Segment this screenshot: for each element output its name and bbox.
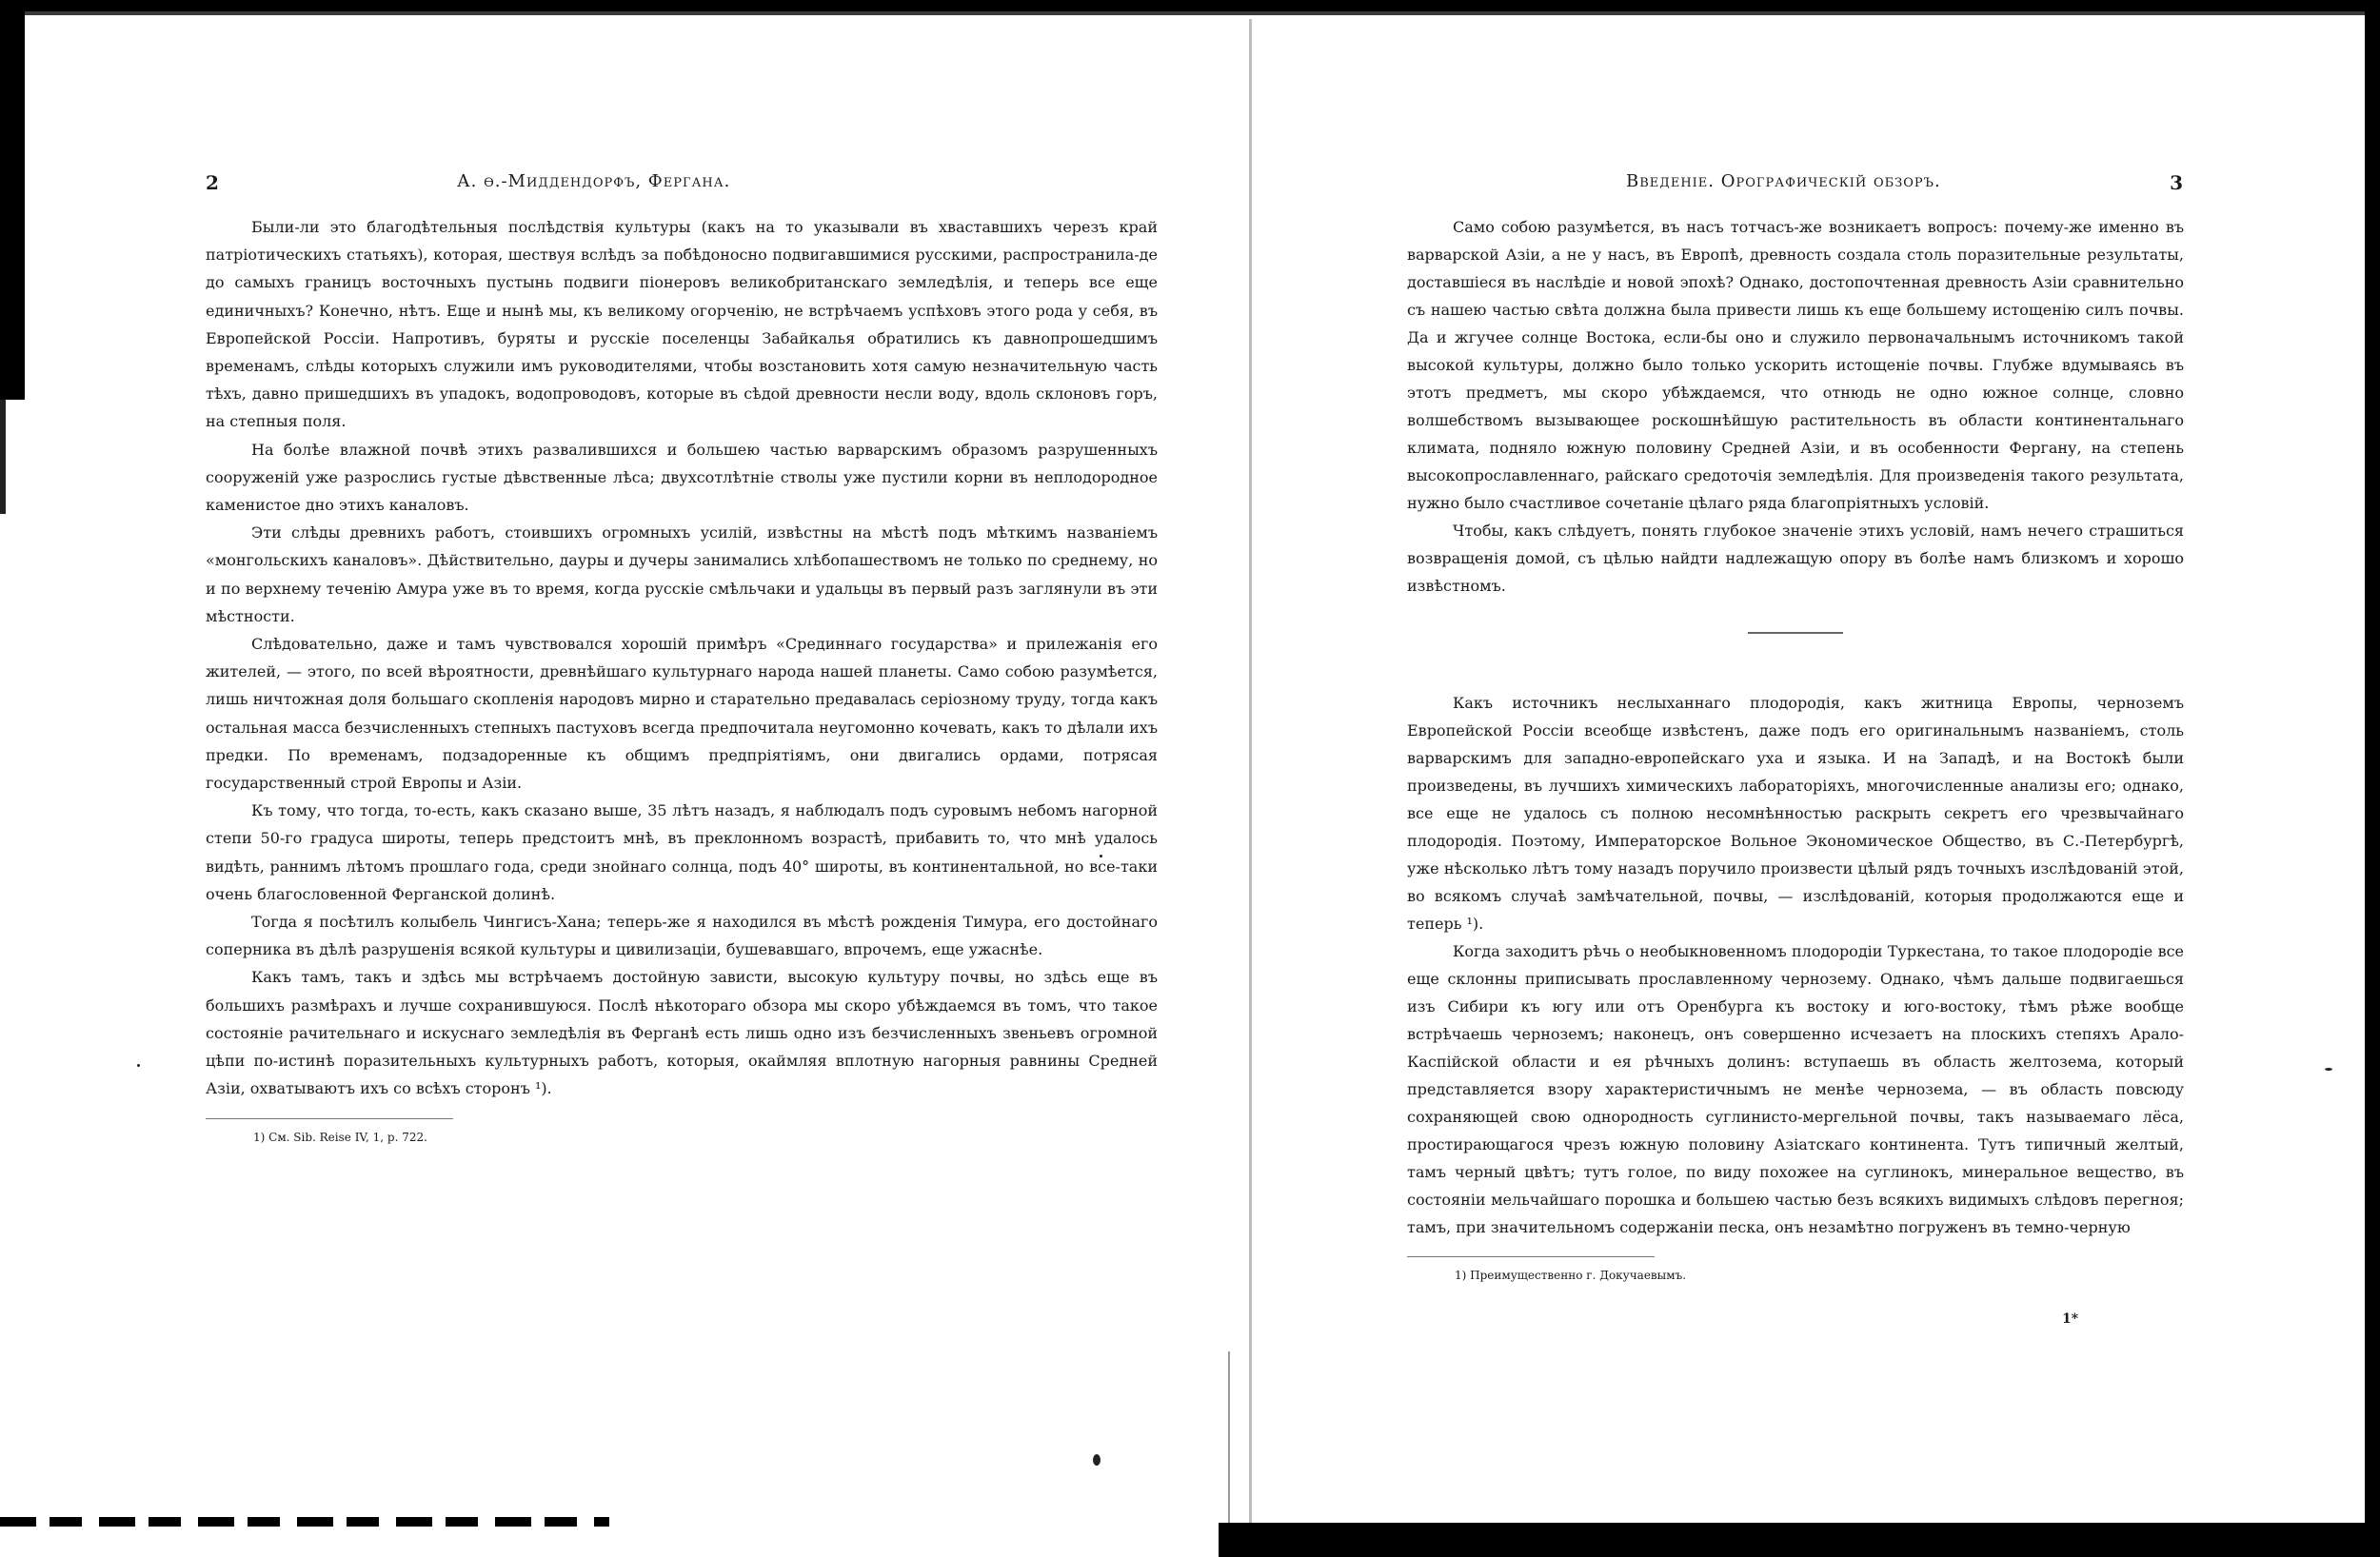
scan-bottom-left-marks <box>0 1517 609 1527</box>
page-number: 3 <box>2170 171 2184 194</box>
running-header <box>1407 171 2184 204</box>
paragraph: Чтобы, какъ слѣдуетъ, понять глубокое значеніе этихъ условій, намъ нечего страшиться возвращенія домой, съ цѣлью найдти надлежащую опору въ болѣе намъ близкомъ и хорошо извѣстномъ. <box>1407 522 2184 595</box>
paragraph: Какъ тамъ, такъ и здѣсь мы встрѣчаемъ достойную зависти, высокую культуру почвы, но здѣсь еще въ большихъ размѣрахъ и лучше сохранившуюся. Послѣ нѣкотораго обзора мы скоро убѣждаемся въ томъ, что такое состояніе рачительнаго и искуснаго земледѣлія въ Ферганѣ есть лишь одно изъ безчисленныхъ звеньевъ огромной цѣпи по-истинѣ поразительныхъ культурныхъ работъ, которыя, окаймляя вплотную нагорныя равнины Средней Азіи, охватываютъ ихъ со всѣхъ сторонъ ¹). <box>206 968 1158 1098</box>
scan-top-shadow <box>0 11 2380 15</box>
scan-left-edge-lower <box>0 400 6 514</box>
footnote-rule <box>1407 1256 1655 1257</box>
body-text-bottom <box>1407 689 2184 1241</box>
footnote: 1) Преимущественно г. Докучаевымъ. <box>1455 1269 1687 1282</box>
paragraph: Были-ли это благодѣтельныя послѣдствія культуры (какъ на то указывали въ хваставшихъ черезъ край патріотическихъ статьяхъ), которая, шествуя вслѣдъ за побѣдоносно подвигавшимися русскими, распространила-де до самыхъ границъ восточныхъ пустынь подвиги піонеровъ великобританскаго земледѣлія, и теперь все еще единичныхъ? Конечно, нѣтъ. Еще и нынѣ мы, къ великому огорченію, не встрѣчаемъ успѣховъ этого рода у себя, въ Европейской Россіи. Напротивъ, буряты и русскіе поселенцы Забайкалья обратились къ давнопрошедшимъ временамъ, слѣды которыхъ служили имъ руководителями, чтобы возстановить хотя самую незначительную часть тѣхъ, давно пришедшихъ въ упадокъ, водопроводовъ, которые въ сѣдой древности несли воду, вдоль склоновъ горъ, на степныя поля. <box>206 218 1158 431</box>
page-number: 2 <box>206 171 220 194</box>
scan-speck <box>137 1064 140 1067</box>
paragraph: На болѣе влажной почвѣ этихъ развалившихся и большею частью варварскимъ образомъ разрушенныхъ сооруженій уже разрослись густые дѣвственные лѣса; двухсотлѣтніе стволы уже пустили корни въ неплодородное каменистое дно этихъ каналовъ. <box>206 440 1158 515</box>
body-text <box>206 213 1158 1103</box>
scan-bottom-edge <box>1219 1523 2380 1557</box>
running-header <box>206 171 1158 204</box>
paragraph: Слѣдовательно, даже и тамъ чувствовался хорошій примѣръ «Срединнаго государства» и прилежанія его жителей, — этого, по всей вѣроятности, древнѣйшаго культурнаго народа нашей планеты. Само собою разумѣется, лишь ничтожная доля большаго скопленія народовъ мирно и старательно предавалась серіозному труду, тогда какъ остальная масса безчисленныхъ степныхъ пастуховъ всегда предпочитала неугомонно кочевать, какъ то дѣлали ихъ предки. По временамъ, подзадоренные къ общимъ предпріятіямъ, они двигались ордами, потрясая государственный строй Европы и Азіи. <box>206 635 1158 793</box>
body-text-top <box>1407 213 2184 600</box>
footnote-rule <box>206 1118 453 1119</box>
signature-mark: 1* <box>2062 1311 2079 1327</box>
scan-speck <box>2325 1068 2332 1071</box>
scan-top-edge <box>0 0 2380 11</box>
book-gutter <box>1249 19 1252 1523</box>
book-gutter-shadow <box>1228 1351 1230 1523</box>
section-divider <box>1748 632 1843 634</box>
scan-right-edge <box>2365 0 2380 1557</box>
right-page <box>1407 171 2184 1284</box>
scan-left-edge <box>0 0 25 400</box>
paragraph: Тогда я посѣтилъ колыбель Чингисъ-Хана; теперь-же я находился въ мѣстѣ рожденія Тимура, его достойнаго соперника въ дѣлѣ разрушенія всякой культуры и цивилизаціи, бушевавшаго, впрочемъ, еще ужаснѣе. <box>206 913 1158 959</box>
paragraph: Какъ источникъ неслыханнаго плодородія, какъ житница Европы, черноземъ Европейской Россіи всеобще извѣстенъ, даже подъ его оригинальнымъ названіемъ, столь варварскимъ для западно-европейскаго уха и языка. И на Западѣ, и на Востокѣ были произведены, въ лучшихъ химическихъ лабораторіяхъ, многочисленные анализы его; однако, все еще не удалось съ полною несомнѣнностью раскрыть секретъ его чрезвычайнаго плодородія. Поэтому, Императорское Вольное Экономическое Общество, въ С.-Петербургѣ, уже нѣсколько лѣтъ тому назадъ поручило произвести цѣлый рядъ точныхъ изслѣдованій этой, во всякомъ случаѣ замѣчательной, почвы, — изслѣдованій, которыя продолжаются еще и теперь ¹). <box>1407 694 2184 933</box>
paragraph: Эти слѣды древнихъ работъ, стоившихъ огромныхъ усилій, извѣстны на мѣстѣ подъ мѣткимъ названіемъ «монгольскихъ каналовъ». Дѣйствительно, дауры и дучеры занимались хлѣбопашествомъ не только по среднему, но и по верхнему теченію Амура уже въ то время, когда русскіе смѣльчаки и удальцы въ первый разъ заглянули въ эти мѣстности. <box>206 523 1158 625</box>
paragraph: Къ тому, что тогда, то-есть, какъ сказано выше, 35 лѣтъ назадъ, я наблюдалъ подъ суровымъ небомъ нагорной степи 50-го градуса широты, теперь предстоитъ мнѣ, въ преклонномъ возрастѣ, прибавить то, что мнѣ удалось видѣть, раннимъ лѣтомъ прошлаго года, среди знойнаго солнца, подъ 40° широты, въ континентальной, но все-таки очень благословенной Ферганской долинѣ. <box>206 801 1158 903</box>
paragraph: Когда заходитъ рѣчь о необыкновенномъ плодородіи Туркестана, то такое плодородіе все еще склонны приписывать прославленному чернозему. Однако, чѣмъ дальше подвигаешься изъ Сибири къ югу или отъ Оренбурга къ востоку и юго-востоку, тѣмъ рѣже вообще встрѣчаешь черноземъ; наконецъ, онъ совершенно исчезаетъ на плоскихъ степяхъ Арало-Каспійской области и ея рѣчныхъ долинъ: вступаешь въ область желтозема, который представляется взору характеристичнымъ не менѣе чернозема, — въ область повсюду сохраняющей свою однородность суглинисто-мергельной почвы, такъ называемаго лёса, простирающагося чрезъ южную половину Азіатскаго континента. Тутъ типичный желтый, тамъ черный цвѣтъ; тутъ голое, по виду похожее на суглинокъ, минеральное вещество, въ состояніи мельчайшаго порошка и большею частью безъ всякихъ видимыхъ слѣдовъ перегноя; тамъ, при значительномъ содержаніи песка, онъ незамѣтно погруженъ въ темно-черную <box>1407 942 2184 1236</box>
running-head-title: Введеніе. Орографическій обзоръ. <box>1626 171 1941 191</box>
paragraph: Само собою разумѣется, въ насъ тотчасъ-же возникаетъ вопросъ: почему-же именно въ варварской Азіи, а не у насъ, въ Европѣ, древность создала столь поразительные результаты, доставшіеся въ наслѣдіе и новой эпохѣ? Однако, достопочтенная древность Азіи сравнительно съ нашею частью свѣта должна была привести лишь къ еще большему истощенію силъ почвы. Да и жгучее солнце Востока, если-бы оно и служило первоначальнымъ источникомъ такой высокой культуры, должно было только ускорить истощеніе почвы. Глубже вдумываясь въ этотъ предметъ, мы скоро убѣждаемся, что отнюдь не одно южное солнце, словно волшебствомъ вызывающее роскошнѣйшую растительность въ области континентальнаго климата, подняло южную половину Средней Азіи, и въ особенности Фергану, на степень высокопрославленнаго, райскаго средоточія земледѣлія. Для произведенія такого результата, нужно было счастливое сочетаніе цѣлаго ряда благопріятныхъ условій. <box>1407 218 2184 512</box>
footnote: 1) См. Sib. Reise IV, 1, p. 722. <box>253 1130 427 1144</box>
running-head-title: А. ѳ.-Миддендорфъ, Фергана. <box>457 171 731 191</box>
left-page <box>206 171 1158 1146</box>
scan-speck <box>1093 1454 1101 1466</box>
